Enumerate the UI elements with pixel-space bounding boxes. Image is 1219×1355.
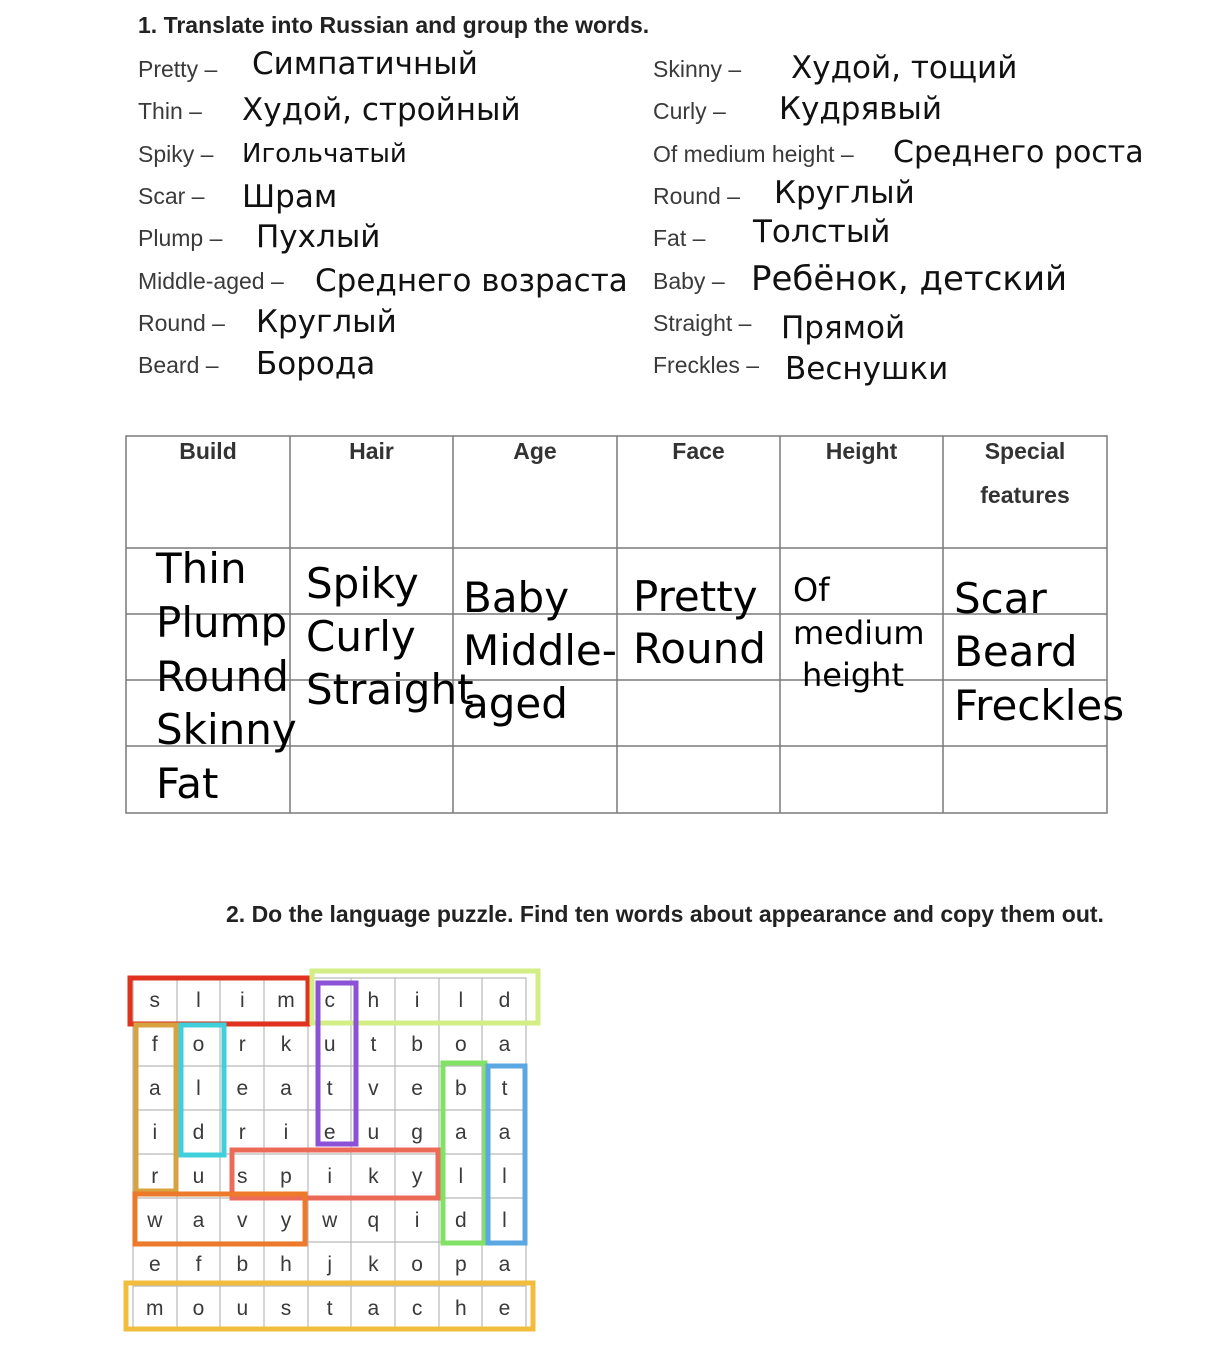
puzzle-letter: e	[148, 1253, 161, 1276]
puzzle-letter: i	[327, 1165, 333, 1188]
puzzle-letter: a	[280, 1077, 292, 1100]
vocab-en: Middle-aged –	[138, 268, 284, 294]
puzzle-letter: l	[502, 1209, 507, 1232]
puzzle-letter: h	[367, 989, 380, 1012]
vocab-ru: Симпатичный	[252, 46, 478, 82]
table-entry-height: medium	[793, 614, 925, 652]
puzzle-letter: d	[192, 1121, 205, 1144]
vocab-en: Fat –	[653, 225, 706, 251]
table-entry-height: Of	[793, 571, 830, 609]
vocab-en: Baby –	[653, 268, 725, 294]
vocab-ru: Шрам	[242, 179, 338, 215]
puzzle-letter: o	[411, 1253, 423, 1276]
puzzle-letter: f	[195, 1253, 202, 1276]
vocab-en: Skinny –	[653, 56, 742, 82]
vocab-en: Thin –	[138, 98, 202, 124]
vocab-en: Straight –	[653, 310, 752, 336]
puzzle-letter: t	[370, 1033, 377, 1056]
puzzle-letter: h	[280, 1253, 292, 1276]
vocab-en: Beard –	[138, 352, 219, 378]
table-header-special: features	[980, 482, 1070, 508]
puzzle-letter: v	[237, 1209, 248, 1232]
vocab-ru: Ребёнок, детский	[751, 259, 1068, 299]
vocab-ru: Круглый	[774, 175, 915, 211]
puzzle-letter: r	[151, 1165, 159, 1188]
vocab-ru: Худой, стройный	[242, 92, 521, 128]
puzzle-letter: w	[322, 1209, 338, 1232]
puzzle-letter: s	[280, 1297, 292, 1320]
puzzle-letter: l	[196, 1077, 201, 1100]
puzzle-letter: t	[326, 1297, 333, 1320]
vocab-ru: Игольчатый	[242, 139, 407, 169]
puzzle-letter: j	[327, 1253, 333, 1276]
puzzle-letter: a	[454, 1121, 467, 1144]
puzzle-letter: t	[326, 1077, 333, 1100]
puzzle-letter: p	[280, 1165, 292, 1188]
vocab-ru: Прямой	[781, 310, 906, 346]
highlight-spiky	[232, 1150, 438, 1198]
puzzle-letter: e	[411, 1077, 423, 1100]
puzzle-letter: s	[149, 989, 161, 1012]
puzzle-letter: m	[277, 989, 295, 1012]
puzzle-letter: m	[146, 1297, 164, 1320]
table-entry-build: Plump	[156, 598, 288, 647]
table-entry-hair: Spiky	[306, 559, 419, 608]
vocab-en: Plump –	[138, 225, 223, 251]
puzzle-letter: b	[411, 1033, 423, 1056]
puzzle-letter: t	[501, 1077, 508, 1100]
table-header-special: Special	[984, 438, 1066, 464]
table-entry-hair: Curly	[306, 612, 416, 661]
table-entry-face: Pretty	[633, 572, 758, 621]
puzzle-letter: i	[239, 989, 245, 1012]
puzzle-letter: k	[368, 1253, 379, 1276]
puzzle-letter: o	[454, 1033, 467, 1056]
vocab-en: Scar –	[138, 183, 205, 209]
puzzle-letter: c	[324, 989, 335, 1012]
puzzle-letter: f	[151, 1033, 158, 1056]
table-entry-build: Skinny	[156, 705, 297, 754]
puzzle-letter: o	[192, 1297, 205, 1320]
vocab-ru: Веснушки	[785, 351, 949, 387]
puzzle-letter: l	[196, 989, 201, 1012]
table-entry-special: Freckles	[954, 681, 1125, 730]
puzzle-letter: y	[411, 1165, 423, 1188]
puzzle-letter: w	[147, 1209, 163, 1232]
vocab-en: Pretty –	[138, 56, 218, 82]
vocab-en: Curly –	[653, 98, 726, 124]
puzzle-letter: k	[368, 1165, 379, 1188]
puzzle-letter: e	[498, 1297, 511, 1320]
vocab-ru: Борода	[256, 346, 376, 382]
puzzle-letter: y	[280, 1209, 292, 1232]
puzzle-letter: a	[367, 1297, 380, 1320]
puzzle-letter: l	[458, 989, 464, 1012]
puzzle-letter: g	[411, 1121, 423, 1144]
puzzle-letter: e	[323, 1121, 336, 1144]
vocab-ru: Среднего роста	[893, 135, 1144, 170]
table-entry-special: Beard	[954, 627, 1078, 676]
table-entry-age: aged	[463, 679, 568, 728]
vocab-ru: Круглый	[256, 304, 397, 340]
puzzle-letter: a	[192, 1209, 205, 1232]
puzzle-letter: e	[236, 1077, 249, 1100]
vocab-ru: Худой, тощий	[791, 50, 1018, 86]
puzzle-letter: i	[414, 1209, 420, 1232]
puzzle-letter: o	[192, 1033, 205, 1056]
table-entry-hair: Straight	[306, 665, 474, 714]
puzzle-letter: u	[323, 1033, 336, 1056]
vocab-en: Of medium height –	[653, 141, 854, 167]
table-header-height: Height	[825, 438, 898, 464]
vocab-ru: Пухлый	[256, 219, 381, 255]
table-entry-build: Fat	[156, 759, 219, 808]
task2-title: 2. Do the language puzzle. Find ten words about appearance and copy them out.	[226, 901, 1104, 927]
vocab-en: Round –	[138, 310, 225, 336]
puzzle-letter: a	[148, 1077, 161, 1100]
puzzle-letter: r	[238, 1033, 246, 1056]
table-entry-age: Middle-	[463, 626, 617, 675]
vocab-en: Freckles –	[653, 352, 760, 378]
puzzle-letter: i	[414, 989, 420, 1012]
vocab-ru: Кудрявый	[779, 91, 943, 127]
table-entry-build: Round	[156, 652, 289, 701]
puzzle-letter: q	[367, 1209, 380, 1232]
task1-title: 1. Translate into Russian and group the words.	[138, 12, 650, 38]
puzzle-letter: d	[498, 989, 511, 1012]
puzzle-letter: c	[411, 1297, 423, 1320]
puzzle-letter: v	[368, 1077, 379, 1100]
puzzle-letter: l	[502, 1165, 507, 1188]
table-header-face: Face	[672, 438, 725, 464]
table-entry-height: height	[802, 656, 904, 694]
table-entry-age: Baby	[463, 573, 570, 622]
puzzle-letter: b	[454, 1077, 467, 1100]
puzzle-letter: i	[152, 1121, 158, 1144]
puzzle-letter: k	[280, 1033, 292, 1056]
puzzle-letter: h	[454, 1297, 467, 1320]
vocab-en: Spiky –	[138, 141, 214, 167]
table-entry-build: Thin	[156, 544, 247, 593]
puzzle-letter: p	[454, 1253, 467, 1276]
puzzle-letter: a	[498, 1253, 511, 1276]
puzzle-letter: l	[458, 1165, 464, 1188]
puzzle-letter: r	[238, 1121, 246, 1144]
puzzle-letter: u	[236, 1297, 249, 1320]
puzzle-letter: u	[192, 1165, 205, 1188]
puzzle-letter: b	[236, 1253, 249, 1276]
puzzle-letter: i	[283, 1121, 289, 1144]
vocab-ru: Толстый	[753, 214, 891, 250]
puzzle-letter: u	[367, 1121, 380, 1144]
table-entry-face: Round	[633, 624, 766, 673]
puzzle-letter: a	[498, 1121, 511, 1144]
table-header-build: Build	[179, 438, 237, 464]
table-header-hair: Hair	[349, 438, 394, 464]
table-header-age: Age	[513, 438, 557, 464]
puzzle-letter: s	[237, 1165, 248, 1188]
table-entry-special: Scar	[954, 574, 1047, 623]
puzzle-letter: d	[454, 1209, 467, 1232]
vocab-ru: Среднего возраста	[315, 263, 628, 299]
vocab-en: Round –	[653, 183, 740, 209]
puzzle-letter: a	[498, 1033, 511, 1056]
